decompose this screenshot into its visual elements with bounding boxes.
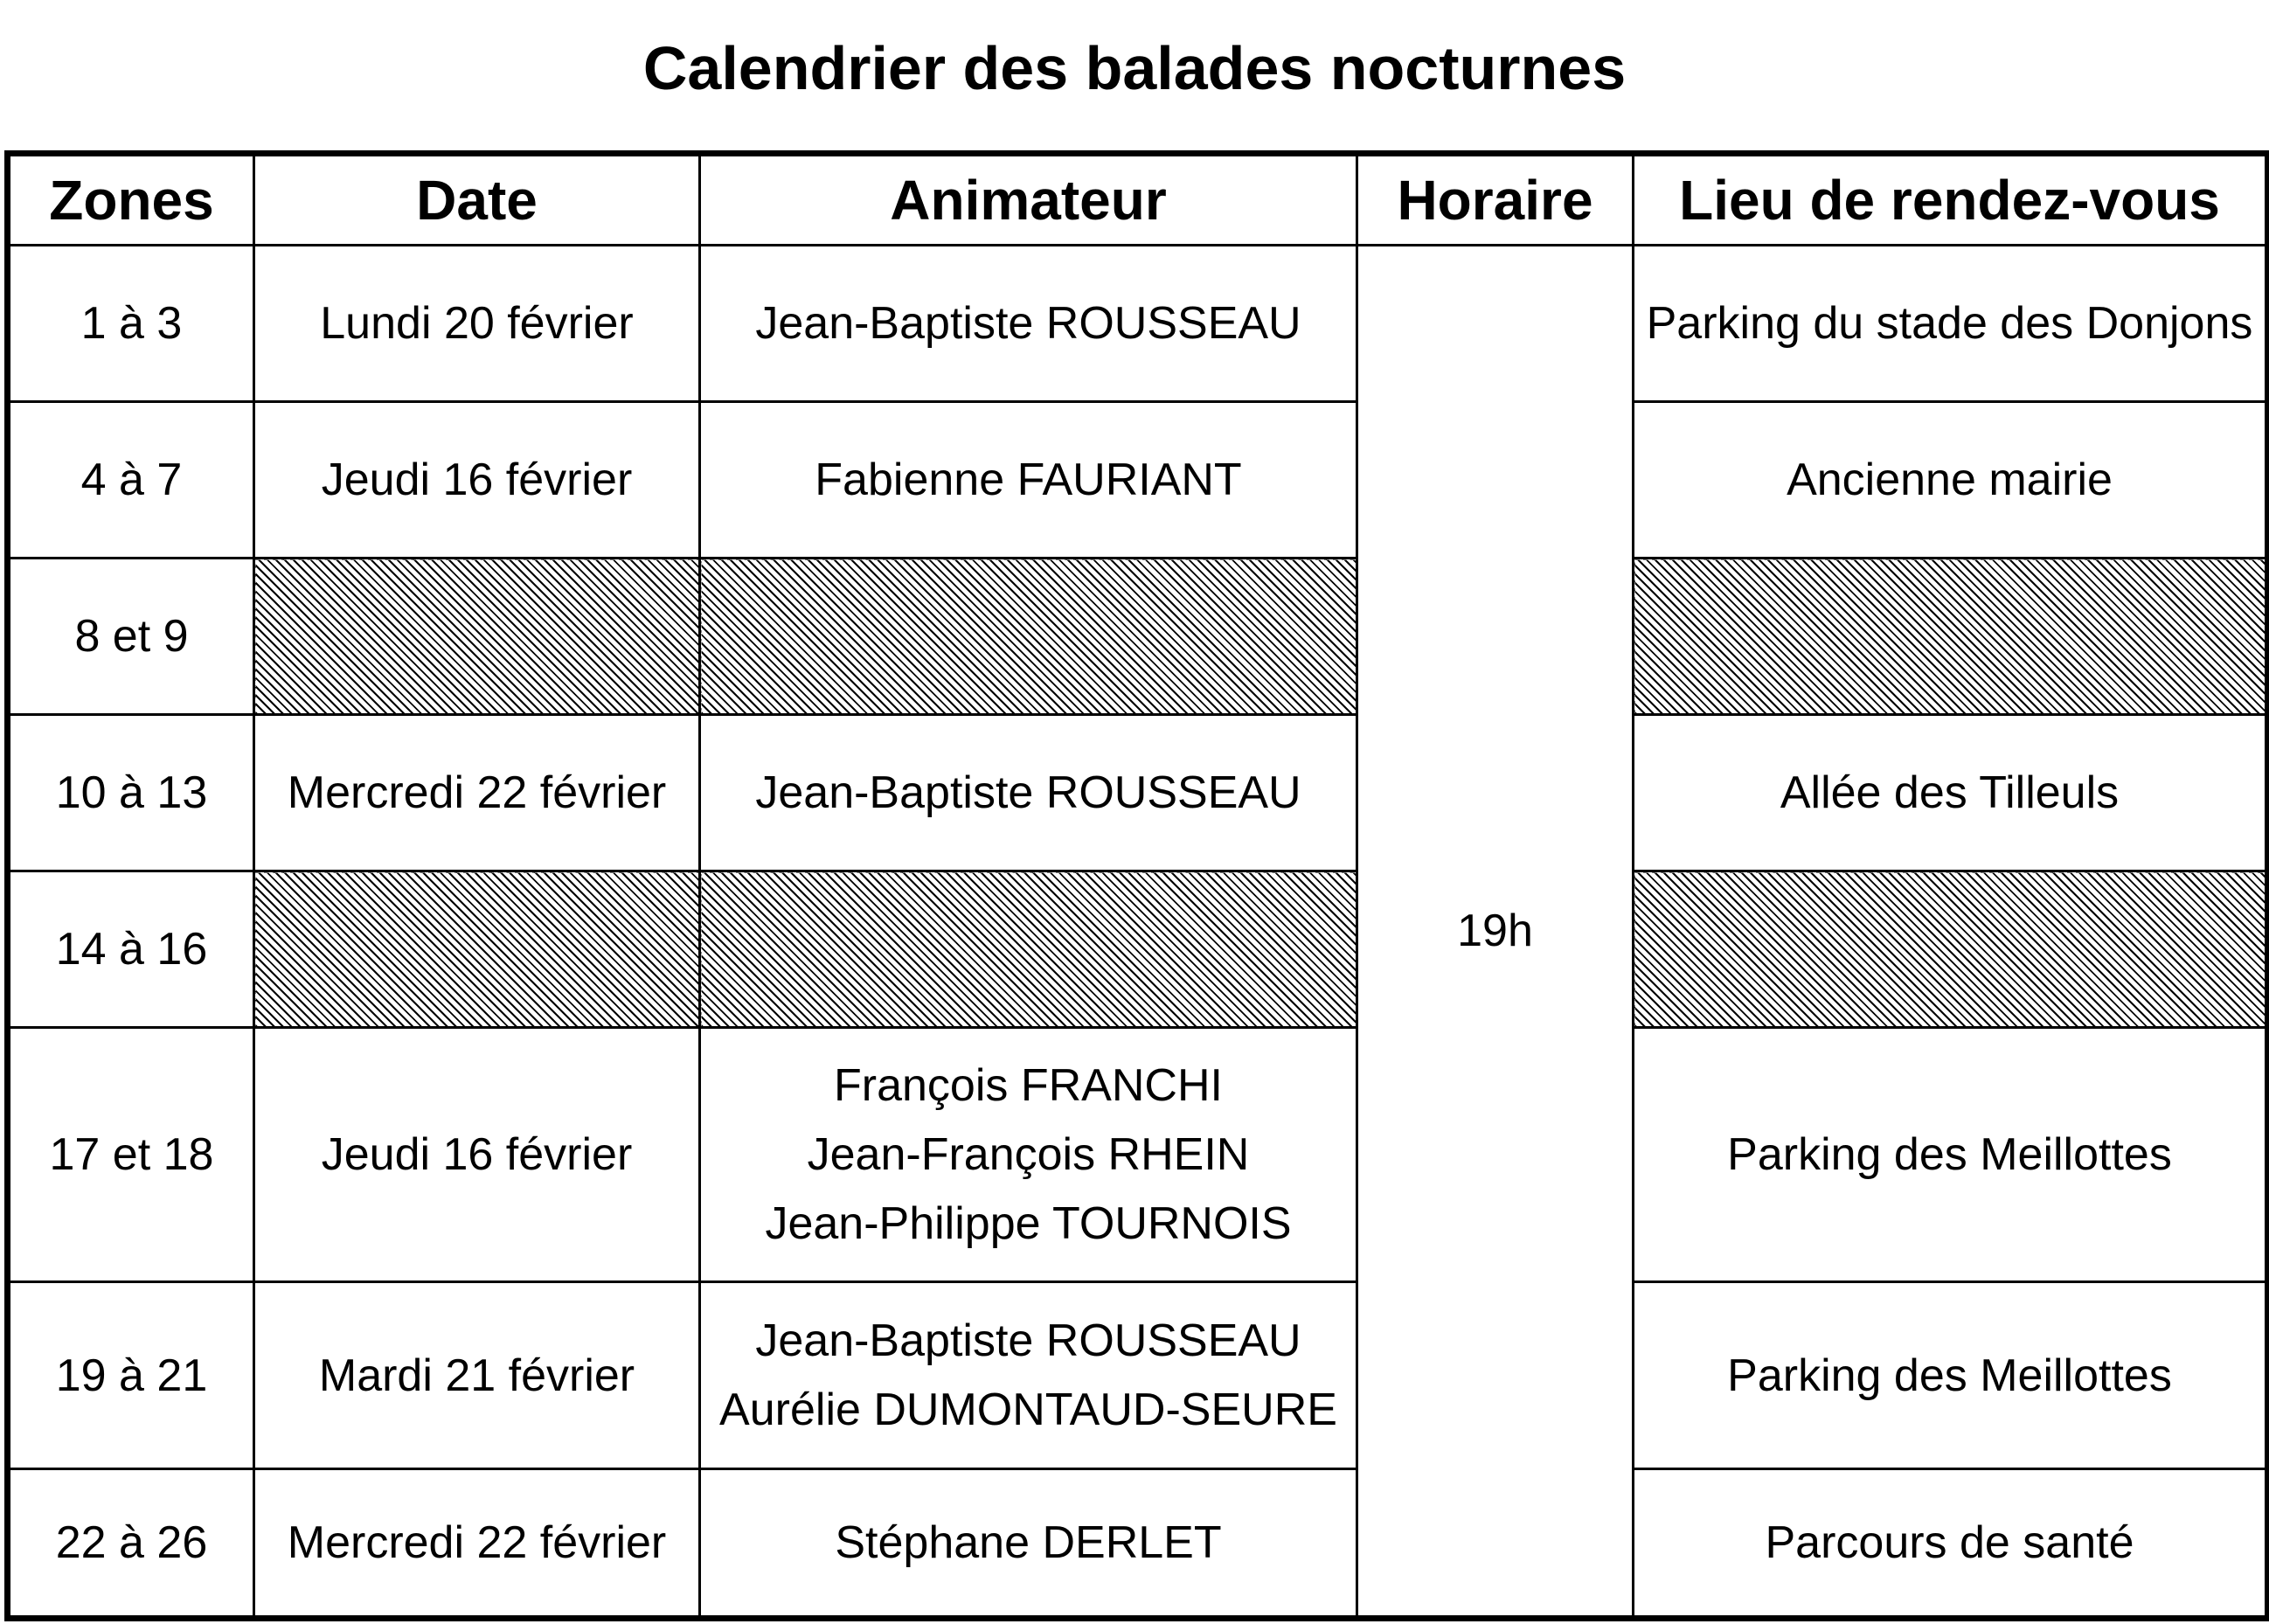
zones-cell: 19 à 21 <box>8 1282 254 1469</box>
animateur-cell <box>700 1469 1357 1619</box>
animateur-name: Stéphane DERLET <box>835 1516 1222 1568</box>
animateur-cell <box>700 246 1357 402</box>
table-row <box>8 559 2268 715</box>
zones-cell: 22 à 26 <box>8 1469 254 1619</box>
header-lieu: Lieu de rendez-vous <box>1634 154 2268 246</box>
animateur-cell <box>700 715 1357 871</box>
hatched-empty-cell <box>254 871 700 1028</box>
horaire-cell: 19h <box>1357 246 1634 1619</box>
animateur-cell <box>700 1282 1357 1469</box>
zones-cell: 1 à 3 <box>8 246 254 402</box>
zones-cell: 8 et 9 <box>8 559 254 715</box>
table-row <box>8 1469 2268 1619</box>
table-row <box>8 871 2268 1028</box>
hatched-empty-cell <box>254 559 700 715</box>
table-row <box>8 715 2268 871</box>
animateur-cell <box>700 402 1357 559</box>
date-cell: Mercredi 22 février <box>254 1469 700 1619</box>
animateur-name: Jean-François RHEIN <box>807 1128 1250 1180</box>
animateur-name: Fabienne FAURIANT <box>815 454 1242 505</box>
zones-cell: 17 et 18 <box>8 1028 254 1282</box>
zones-cell: 10 à 13 <box>8 715 254 871</box>
table-row <box>8 1028 2268 1282</box>
schedule-table <box>4 150 2269 1621</box>
table-row <box>8 1282 2268 1469</box>
header-date: Date <box>254 154 700 246</box>
date-cell: Jeudi 16 février <box>254 402 700 559</box>
header-zones: Zones <box>8 154 254 246</box>
hatched-empty-cell <box>1634 559 2268 715</box>
zones-cell: 4 à 7 <box>8 402 254 559</box>
lieu-cell: Parking des Meillottes <box>1634 1028 2268 1282</box>
lieu-cell: Allée des Tilleuls <box>1634 715 2268 871</box>
date-cell: Mercredi 22 février <box>254 715 700 871</box>
animateur-name: Aurélie DUMONTAUD-SEURE <box>719 1384 1337 1435</box>
lieu-cell: Parking du stade des Donjons <box>1634 246 2268 402</box>
header-row <box>8 154 2268 246</box>
table-row <box>8 402 2268 559</box>
table-row <box>8 246 2268 402</box>
header-horaire: Horaire <box>1357 154 1634 246</box>
lieu-cell: Ancienne mairie <box>1634 402 2268 559</box>
hatched-empty-cell <box>700 871 1357 1028</box>
animateur-name: Jean-Baptiste ROUSSEAU <box>755 1315 1301 1366</box>
page-title: Calendrier des balades nocturnes <box>642 34 1627 102</box>
date-cell: Jeudi 16 février <box>254 1028 700 1282</box>
lieu-cell: Parcours de santé <box>1634 1469 2268 1619</box>
animateur-name: Jean-Baptiste ROUSSEAU <box>755 767 1301 818</box>
animateur-cell <box>700 1028 1357 1282</box>
hatched-empty-cell <box>1634 871 2268 1028</box>
animateur-name: Jean-Philippe TOURNOIS <box>765 1197 1292 1249</box>
lieu-cell: Parking des Meillottes <box>1634 1282 2268 1469</box>
animateur-name: François FRANCHI <box>834 1059 1223 1111</box>
date-cell: Lundi 20 février <box>254 246 700 402</box>
zones-cell: 14 à 16 <box>8 871 254 1028</box>
animateur-name: Jean-Baptiste ROUSSEAU <box>755 297 1301 349</box>
date-cell: Mardi 21 février <box>254 1282 700 1469</box>
hatched-empty-cell <box>700 559 1357 715</box>
header-animateur: Animateur <box>700 154 1357 246</box>
